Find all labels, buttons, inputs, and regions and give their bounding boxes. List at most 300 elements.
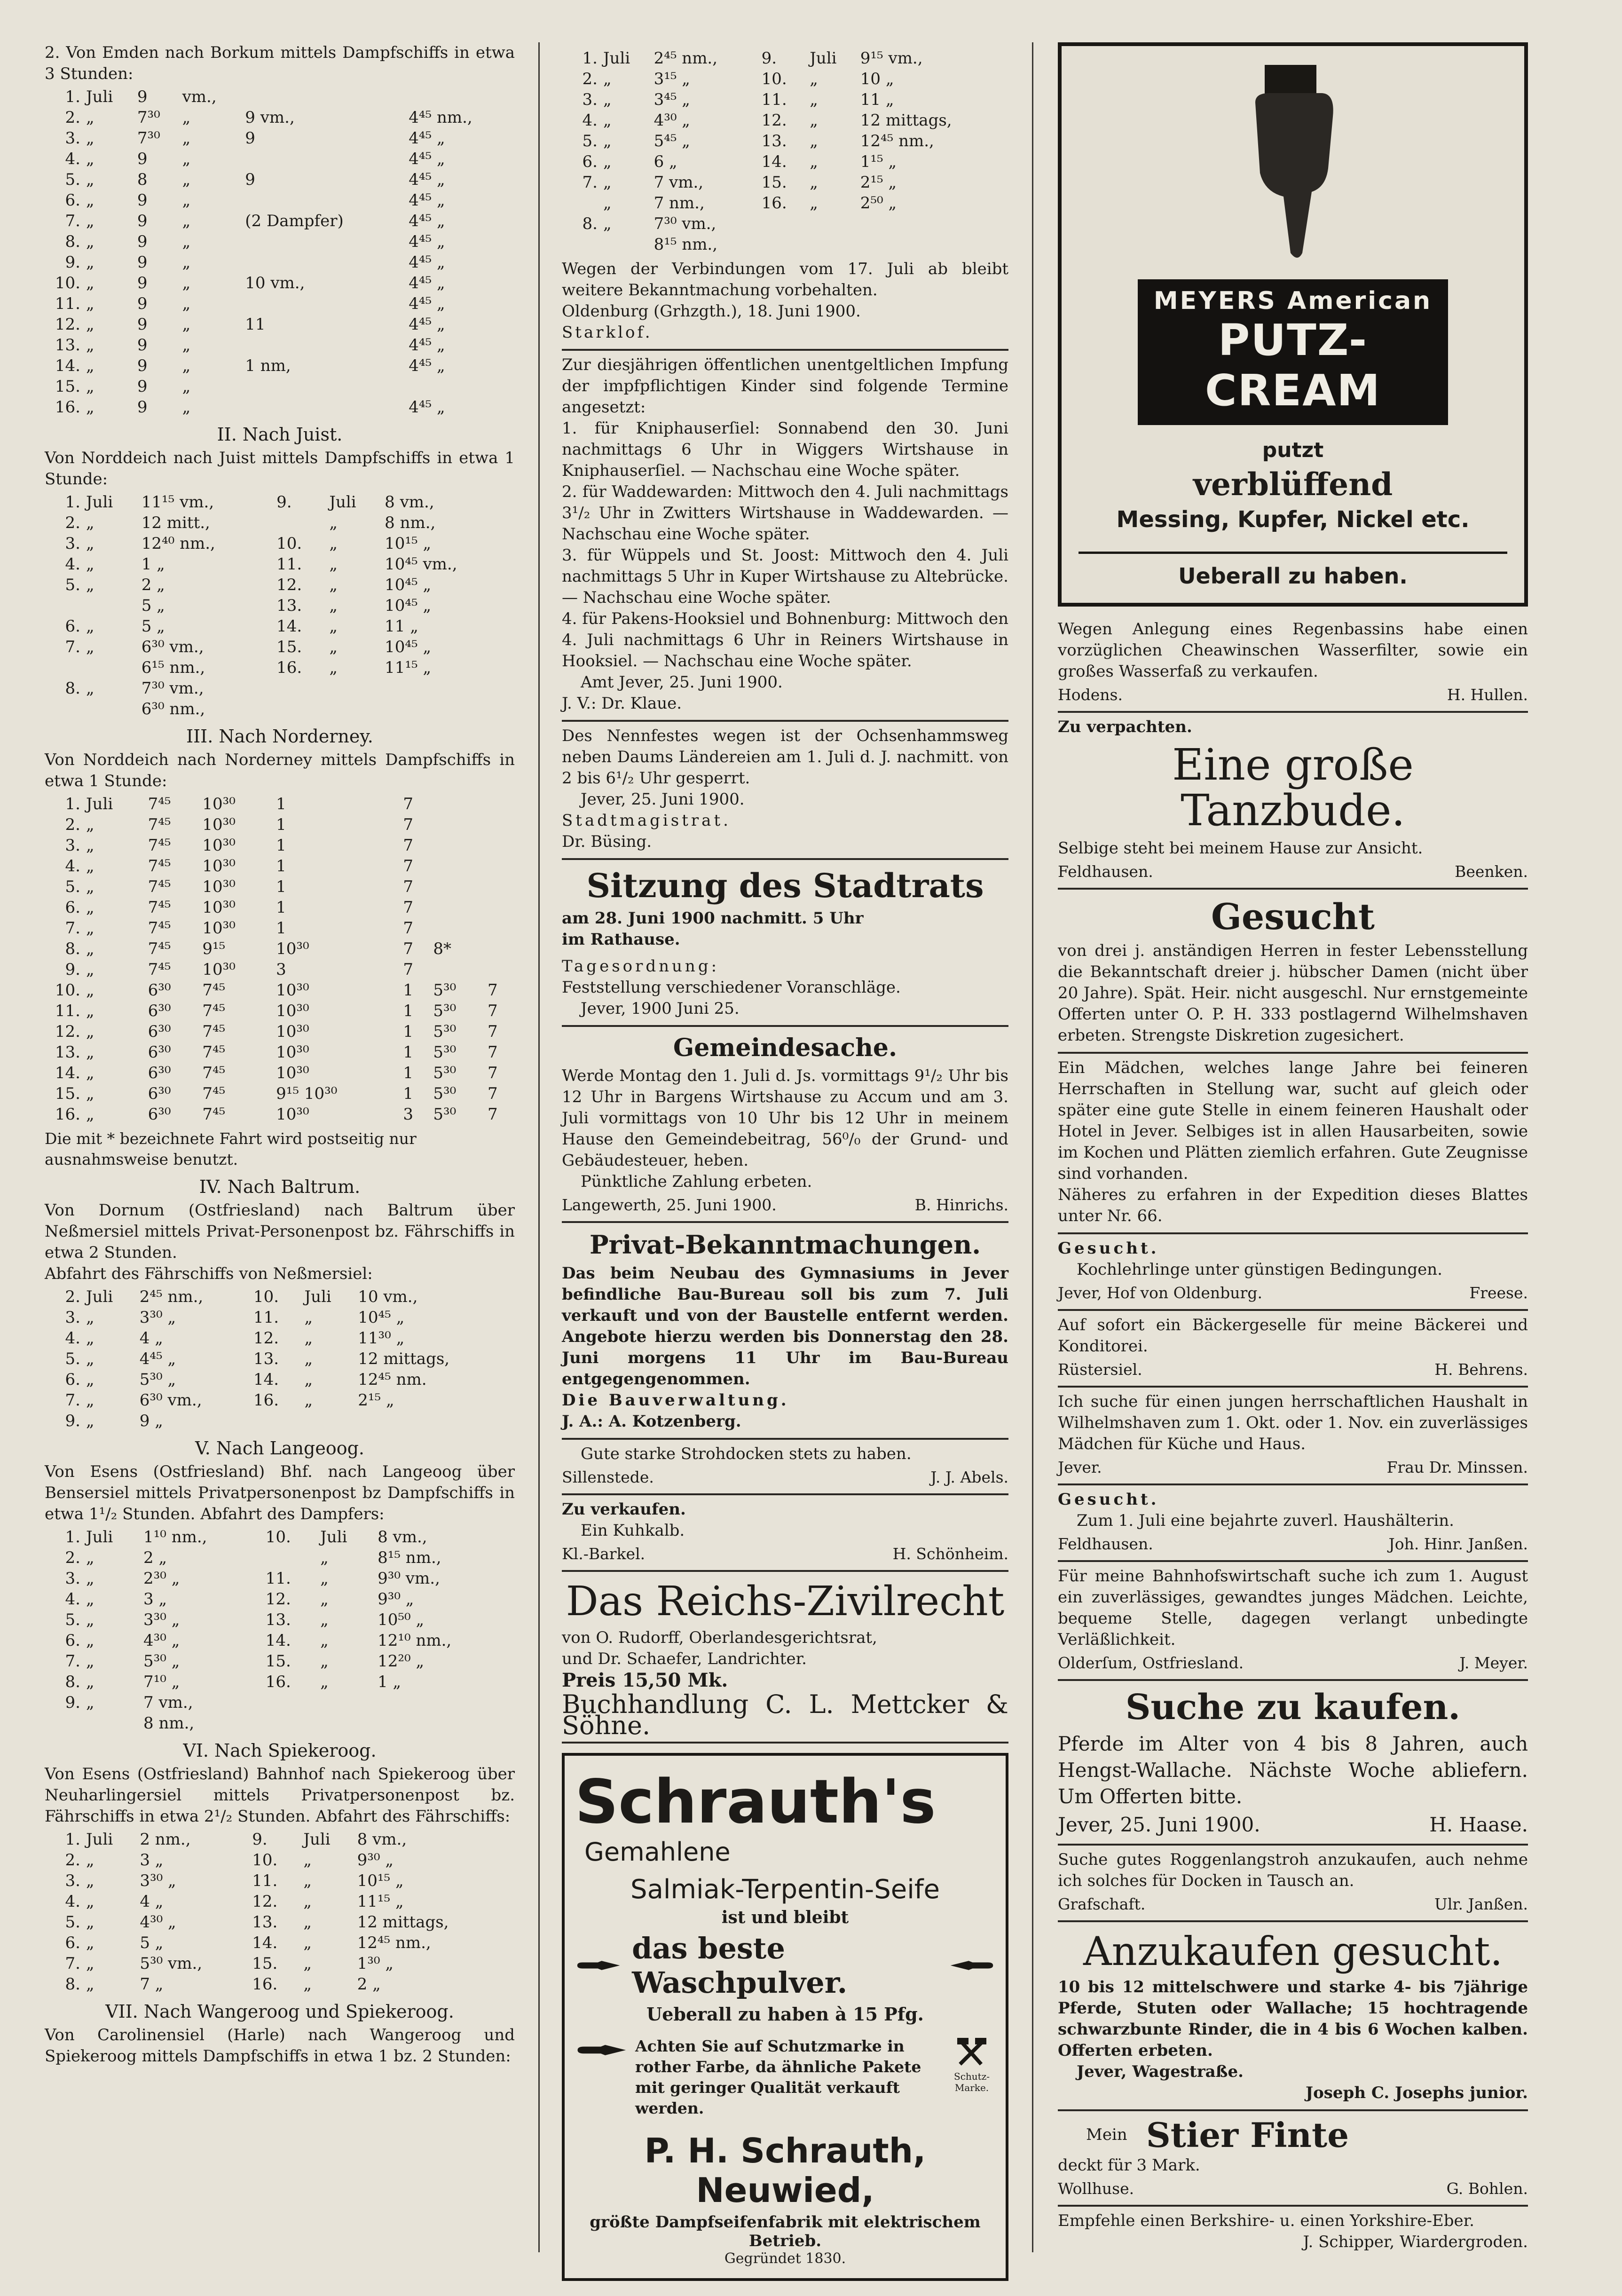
timetable-cell: 1 (276, 857, 286, 876)
ad-text: Zum 1. Juli eine bejahrte zuverl. Haushälterin. (1077, 1511, 1454, 1530)
timetable-cell: 3³⁰ „ (139, 1308, 176, 1327)
timetable-row (45, 959, 515, 980)
timetable-cell: 1¹⁰ nm., (143, 1528, 207, 1546)
timetable-row (562, 48, 1008, 69)
timetable-cell: Juli (320, 1528, 347, 1546)
column-rule (1032, 42, 1033, 2252)
timetable-row (45, 835, 515, 856)
timetable-cell: 15. (55, 377, 80, 396)
timetable-row (45, 107, 515, 128)
timetable-cell: „ (303, 1851, 312, 1870)
timetable-cell (485, 959, 515, 980)
timetable-cell (83, 595, 139, 616)
timetable-cell: „ (182, 336, 191, 355)
timetable-cell: 5³⁰ (433, 1022, 457, 1041)
timetable-cell: 2¹⁵ „ (358, 1391, 394, 1410)
notice-item: 3. für Wüppels und St. Joost: Mittwoch den 4. Juli nachmittags 5 Uhr in Kuper Wirtshause zu Altebrücke. — Nachschau eine Woche später. (562, 546, 1008, 607)
timetable-cell: 4⁴⁵ „ (409, 274, 445, 292)
ad-signature: J. Schipper, Wiardergroden. (1303, 2232, 1528, 2251)
timetable-cell: 4. (65, 555, 80, 574)
timetable-cell: „ (86, 1022, 94, 1041)
timetable-row (45, 273, 515, 293)
section-title: III. Nach Norderney. (186, 726, 373, 747)
trademark-label: Schutz-Marke. (954, 2071, 990, 2094)
timetable-cell: 11. (265, 1569, 291, 1588)
timetable-cell: 7⁴⁵ (148, 857, 171, 876)
timetable-cell (485, 835, 515, 856)
column-3 (1058, 42, 1528, 2253)
timetable-cell: 6³⁰ vm., (141, 638, 204, 656)
timetable-cell (382, 699, 515, 719)
timetable-cell: 2³⁰ „ (143, 1569, 180, 1588)
timetable-cell (317, 1692, 375, 1713)
timetable-cell: „ (810, 173, 818, 192)
timetable-cell: 5. (65, 576, 80, 594)
timetable-cell: 7⁴⁵ (202, 1002, 226, 1020)
timetable-cell: 7 (403, 857, 414, 876)
timetable-cell: Juli (86, 87, 113, 106)
timetable-cell: 7³⁰ vm., (654, 214, 717, 233)
timetable-cell: 3. (65, 1308, 80, 1327)
timetable-cell: 4. (65, 1329, 80, 1348)
notice-place: Jever, 1900 Juni 25. (581, 999, 740, 1018)
timetable-cell: „ (304, 1349, 313, 1368)
timetable-cell (406, 376, 515, 397)
ad-signature: Joseph C. Josephs junior. (1306, 2083, 1528, 2102)
signature-line (1058, 2178, 1528, 2199)
timetable-cell: „ (303, 1871, 312, 1890)
timetable-cell: „ (86, 1954, 94, 1973)
ad-place: Sillenstede. (562, 1468, 654, 1486)
timetable-cell: 3³⁰ „ (140, 1871, 176, 1890)
timetable-wangeroog (562, 48, 1008, 255)
timetable-cell: 7⁴⁵ (202, 981, 226, 1000)
timetable-cell: 16. (265, 1673, 291, 1691)
timetable-cell (83, 699, 139, 719)
timetable-cell: 10⁴⁵ „ (385, 638, 432, 656)
timetable-cell: 4⁴⁵ „ (139, 1349, 176, 1368)
timetable-cell (263, 1713, 317, 1734)
timetable-cell: 3 (403, 1105, 414, 1124)
timetable-cell (242, 293, 406, 314)
timetable-cell (375, 1713, 515, 1734)
timetable-cell: vm., (182, 87, 217, 106)
timetable-cell: „ (329, 617, 338, 636)
timetable-cell: 2. (65, 815, 80, 834)
timetable-cell (485, 794, 515, 814)
notice-wangeroog (562, 42, 1008, 351)
timetable-cell: „ (329, 658, 338, 677)
ad-subline: im Rathause. (562, 930, 680, 949)
timetable-cell: „ (603, 90, 612, 109)
timetable-cell: 4. (65, 857, 80, 876)
timetable-cell: 8. (65, 232, 80, 251)
timetable-cell: „ (603, 214, 612, 233)
timetable-cell: „ (86, 1064, 94, 1082)
ad-text: Ein Mädchen, welches lange Jahre bei feineren Herrschaften in Stellung war, sucht auf gleich oder später eine gute Stelle in einem feineren Haushalt oder Hotel in Jever. Selbiges ist in allen Hausarbeiten, sowie im Kochen und Plätten ziemlich erfahren. Gute Zeugnisse sind vorhanden. (1058, 1058, 1528, 1183)
timetable-cell: 6. (65, 191, 80, 210)
timetable-cell: 5³⁰ (433, 981, 457, 1000)
notice-org: Die Bauverwaltung. (562, 1390, 789, 1410)
ad-text: Auf sofort ein Bäckergeselle für meine Bäckerei und Konditorei. (1058, 1315, 1528, 1356)
notice-bau-bureau (562, 1223, 1008, 1440)
timetable-cell: 4. (65, 150, 80, 168)
timetable-cell: 14. (265, 1631, 291, 1650)
timetable-row (45, 1527, 515, 1547)
ad-roggenstroh (1058, 1846, 1528, 1922)
timetable-cell: 16. (55, 1105, 80, 1124)
timetable-cell: 1 (276, 898, 286, 917)
timetable-row (45, 492, 515, 513)
timetable-row (45, 1021, 515, 1042)
timetable-cell: 3³⁰ „ (143, 1610, 180, 1629)
ad-reichs-zivilrecht (562, 1572, 1008, 1744)
timetable-cell (274, 513, 326, 533)
ad-place: Wollhuse. (1058, 2179, 1134, 2198)
timetable-row (562, 131, 1008, 151)
timetable-cell: 1 (276, 836, 286, 855)
timetable-cell: 2⁴⁵ nm., (139, 1287, 204, 1306)
ad-pferde-kaufen (1058, 1681, 1528, 1846)
timetable-cell: „ (304, 1329, 313, 1348)
timetable-cell: 7⁴⁵ (148, 815, 171, 834)
timetable-cell: 5³⁰ (433, 1084, 457, 1103)
ad-brand-line: MEYERS American (1153, 287, 1433, 315)
timetable-cell (251, 1411, 302, 1431)
ad-headline: Eine große Tanzbude. (1172, 740, 1414, 836)
timetable-cell: „ (86, 1569, 94, 1588)
timetable-cell: 7⁴⁵ (148, 877, 171, 896)
pointing-hand-icon (575, 2036, 627, 2064)
timetable-cell: 6 „ (654, 152, 677, 171)
timetable-cell: 1 nm, (245, 356, 291, 375)
pointing-hand-icon (1246, 65, 1340, 262)
timetable-cell (242, 87, 406, 107)
section-subtitle: Abfahrt des Fährschiffs von Neßmersiel: (45, 1264, 373, 1283)
timetable-cell: 12²⁰ „ (378, 1652, 425, 1671)
timetable-cell: „ (86, 1871, 94, 1890)
timetable-cell: 8¹⁵ nm., (654, 235, 718, 254)
notice-place: Langewerth, 25. Juni 1900. (562, 1196, 777, 1215)
timetable-cell: 8 (137, 170, 148, 189)
timetable-cell: 12¹⁰ nm., (378, 1631, 452, 1650)
ad-text: deckt für 3 Mark. (1058, 2155, 1200, 2175)
timetable-row (45, 1328, 515, 1349)
timetable-cell: 7 (488, 1002, 498, 1020)
timetable-cell: 10¹⁵ „ (357, 1871, 404, 1890)
timetable-cell: 7³⁰ (137, 108, 160, 127)
timetable-cell: 7 vm., (143, 1693, 193, 1712)
timetable-cell: 3. (65, 534, 80, 553)
timetable-row (45, 1933, 515, 1953)
timetable-cell: 7⁴⁵ (202, 1022, 226, 1041)
timetable-cell: Juli (304, 1287, 331, 1306)
timetable-row (45, 1042, 515, 1063)
ad-text: größte Dampfseifenfabrik mit elektrischem Betrieb. (590, 2213, 981, 2251)
timetable-cell: 9. (761, 49, 777, 68)
timetable-cell: Juli (86, 1287, 113, 1306)
timetable-cell: 7. (65, 1652, 80, 1671)
timetable-cell: 12 mittags, (357, 1913, 449, 1932)
timetable-cell: „ (86, 1349, 94, 1368)
timetable-cell: 7 (488, 1105, 498, 1124)
timetable-cell: „ (86, 294, 94, 313)
timetable-cell: 7 (403, 836, 414, 855)
ad-subline: Gemahlene (584, 1837, 731, 1867)
timetable-cell: „ (320, 1590, 329, 1609)
timetable-row (45, 397, 515, 418)
timetable-cell: „ (86, 1933, 94, 1952)
timetable-cell: „ (182, 377, 191, 396)
section-intro: 2. Von Emden nach Borkum mittels Dampfschiffs in etwa 3 Stunden: (45, 43, 515, 83)
timetable-cell (375, 1692, 515, 1713)
timetable-row (45, 1692, 515, 1713)
timetable-cell (83, 657, 139, 678)
timetable-cell: 5³⁰ (433, 1043, 457, 1062)
timetable-cell: „ (86, 1673, 94, 1691)
timetable-cell: 4⁴⁵ „ (409, 170, 445, 189)
timetable-row (562, 151, 1008, 172)
timetable-cell: „ (603, 173, 612, 192)
timetable-cell: 9³⁰ vm., (378, 1569, 440, 1588)
timetable-cell: 16. (276, 658, 302, 677)
timetable-row (45, 939, 515, 959)
timetable-row (45, 1672, 515, 1692)
ad-signature: H. Schönheim. (892, 1544, 1008, 1563)
timetable-cell: „ (86, 170, 94, 189)
timetable-cell: 2. (65, 513, 80, 532)
timetable-cell: 7⁴⁵ (148, 919, 171, 938)
section-title: VI. Nach Spiekeroog. (183, 1740, 377, 1761)
timetable-row (45, 876, 515, 897)
ad-place: Feldhausen. (1058, 1534, 1153, 1553)
timetable-cell (807, 213, 858, 234)
timetable-cell: „ (86, 232, 94, 251)
signature-line (562, 1467, 1008, 1488)
timetable-cell: 11. (761, 90, 787, 109)
timetable-cell: „ (182, 274, 191, 292)
timetable-cell: 10. (761, 70, 787, 88)
timetable-cell: 9 (137, 274, 148, 292)
notice-text: Zur diesjährigen öffentlichen unentgeltlichen Impfung der impfpflichtigen Kinder sind folgende Termine angesetzt: (562, 355, 1008, 417)
timetable-row (45, 554, 515, 575)
timetable-cell: 1 (276, 919, 286, 938)
timetable-cell (430, 794, 485, 814)
timetable-cell: 6³⁰ nm., (141, 700, 205, 718)
timetable-cell: „ (86, 1043, 94, 1062)
timetable-cell: 2 „ (141, 576, 165, 594)
timetable-cell: „ (86, 1308, 94, 1327)
ad-product: Salmiak-Terpentin-Seife (630, 1874, 940, 1905)
timetable-cell: 1 „ (378, 1673, 402, 1691)
ad-place: Grafschaft. (1058, 1894, 1146, 1913)
timetable-cell: 9 (137, 212, 148, 230)
timetable-cell: 8* (433, 939, 451, 958)
timetable-cell: 6³⁰ vm., (139, 1391, 202, 1410)
timetable-cell: „ (329, 513, 338, 532)
timetable-cell: 8. (65, 1673, 80, 1691)
ad-headline: Anzukaufen gesucht. (1083, 1928, 1503, 1974)
timetable-cell: 7 „ (140, 1975, 164, 1994)
ad-headline: Gesucht. (1058, 1490, 1159, 1509)
notice-stadtrat (562, 860, 1008, 1027)
timetable-cell: 4⁴⁵ „ (409, 253, 445, 272)
timetable-cell: 12 mitt., (141, 513, 210, 532)
timetable-cell: 10. (276, 534, 302, 553)
timetable-cell: 8. (65, 679, 80, 698)
timetable-cell: 3. (65, 129, 80, 148)
notice-gemeindesache (562, 1027, 1008, 1223)
timetable-cell: 5³⁰ „ (143, 1652, 180, 1671)
ad-kochlehrlinge (1058, 1234, 1528, 1311)
timetable-cell: 10³⁰ (202, 898, 236, 917)
ad-text: Suche gutes Roggenlangstroh anzukaufen, auch nehme ich solches für Docken in Tausch an. (1058, 1850, 1528, 1890)
timetable-cell: 7. (65, 212, 80, 230)
ad-place: Jever, Wagestraße. (1077, 2062, 1244, 2081)
timetable-cell: 10³⁰ (202, 815, 236, 834)
timetable-row (45, 575, 515, 595)
timetable-cell: 1. (65, 493, 80, 512)
timetable-cell: „ (329, 555, 338, 574)
timetable-cell: Juli (603, 49, 630, 68)
timetable-cell: 1 (403, 1002, 414, 1020)
timetable-cell: 9 (137, 150, 148, 168)
timetable-norderney (45, 794, 515, 1125)
timetable-row (45, 616, 515, 637)
timetable-cell: „ (86, 981, 94, 1000)
timetable-cell: 4 „ (139, 1329, 163, 1348)
timetable-cell: 9 (137, 232, 148, 251)
notice-place: Oldenburg (Grhzgth.), 18. Juni 1900. (562, 302, 861, 321)
timetable-cell: 10⁵⁰ „ (378, 1610, 425, 1629)
ad-place: Jever. (1058, 1458, 1102, 1476)
timetable-cell: „ (86, 377, 94, 396)
section-intro: Von Esens (Ostfriesland) Bhf. nach Langeoog über Bensersiel mittels Privatpersonenpost bz Dampfschiffs in etwa 1¹/₂ Stunden. Abfahrt des Dampfers: (45, 1462, 515, 1523)
timetable-row (45, 231, 515, 252)
ad-signature: G. Bohlen. (1446, 2179, 1528, 2198)
ad-text: Ein Kuhkalb. (581, 1521, 685, 1540)
timetable-cell: 10. (55, 274, 80, 292)
ad-headline: Privat-Bekanntmachungen. (589, 1230, 981, 1260)
timetable-cell: „ (603, 111, 612, 130)
timetable-cell: 7⁴⁵ (148, 836, 171, 855)
timetable-cell (45, 699, 83, 719)
timetable-cell: „ (86, 857, 94, 876)
timetable-row (45, 980, 515, 1001)
timetable-cell: 7 (403, 795, 414, 813)
ad-schrauth (562, 1753, 1008, 2281)
timetable-cell: „ (329, 534, 338, 553)
timetable-cell: 7. (65, 919, 80, 938)
timetable-cell: 11. (55, 1002, 80, 1020)
timetable-cell: 9. (65, 1693, 80, 1712)
timetable-cell: 12⁴⁵ nm. (358, 1370, 427, 1389)
timetable-cell: „ (86, 939, 94, 958)
timetable-cell: 5³⁰ vm., (140, 1954, 203, 1973)
ad-text: ist und bleibt (721, 1908, 849, 1928)
timetable-cell: 14. (55, 356, 80, 375)
timetable-row (45, 1083, 515, 1104)
timetable-cell: 3. (65, 1871, 80, 1890)
timetable-baltrum (45, 1286, 515, 1431)
ad-headline: Suche zu kaufen. (1125, 1687, 1461, 1728)
timetable-row (45, 814, 515, 835)
timetable-cell: 9 (137, 377, 148, 396)
signature-line (1058, 1533, 1528, 1554)
ad-headline: Zu verkaufen. (562, 1499, 686, 1519)
timetable-cell: 1. (65, 795, 80, 813)
timetable-row (45, 897, 515, 918)
timetable-cell (242, 231, 406, 252)
timetable-cell: „ (320, 1569, 329, 1588)
timetable-cell: 4⁴⁵ nm., (409, 108, 472, 127)
timetable-cell: „ (182, 294, 191, 313)
timetable-cell: 4³⁰ „ (140, 1913, 176, 1932)
timetable-cell: „ (603, 194, 612, 213)
timetable-cell: 4⁴⁵ „ (409, 232, 445, 251)
timetable-cell: 6. (65, 617, 80, 636)
ad-brand-box (1138, 279, 1448, 425)
timetable-row (45, 190, 515, 211)
ad-text: putzt (1262, 438, 1324, 462)
timetable-cell: 7³⁰ (137, 129, 160, 148)
timetable-cell: 9 (137, 336, 148, 355)
timetable-cell: „ (86, 1693, 94, 1712)
signature-line (1058, 1457, 1528, 1478)
timetable-cell: 10³⁰ (202, 795, 236, 813)
timetable-cell: „ (182, 315, 191, 334)
timetable-cell: Juli (86, 1830, 113, 1849)
timetable-langeoog (45, 1527, 515, 1734)
timetable-cell: 1 (403, 981, 414, 1000)
ad-signature: J. Meyer. (1459, 1653, 1528, 1672)
timetable-cell: 7 (488, 1022, 498, 1041)
timetable-cell: 9¹⁵ 10³⁰ (276, 1084, 338, 1103)
timetable-cell: 10³⁰ (202, 960, 236, 979)
timetable-cell: 6. (65, 1933, 80, 1952)
ad-shop: Buchhandlung C. L. Mettcker & Söhne. (562, 1689, 1008, 1741)
timetable-cell (430, 856, 485, 876)
timetable-cell: „ (810, 90, 818, 109)
timetable-cell: 9 (245, 170, 255, 189)
timetable-row (45, 513, 515, 533)
agenda-label: Tagesordnung: (562, 956, 720, 976)
timetable-row (45, 1568, 515, 1589)
timetable-cell: 4⁴⁵ „ (409, 150, 445, 168)
timetable-cell: 1³⁰ „ (357, 1954, 394, 1973)
timetable-cell (242, 149, 406, 169)
ad-signature: J. J. Abels. (930, 1468, 1008, 1486)
ad-text: Ueberall zu haben à 15 Pfg. (646, 2004, 924, 2025)
timetable-cell: 7. (65, 1391, 80, 1410)
timetable-cell: „ (86, 1002, 94, 1020)
timetable-cell: 11 (245, 315, 266, 334)
timetable-cell: 13. (55, 336, 80, 355)
ad-place: Hodens. (1058, 686, 1123, 704)
ad-signature: H. Haase. (1429, 1813, 1528, 1836)
timetable-cell: 11¹⁵ vm., (141, 493, 214, 512)
timetable-cell: 14. (276, 617, 302, 636)
timetable-cell: 10³⁰ (202, 877, 236, 896)
timetable-cell: „ (86, 815, 94, 834)
timetable-cell: 8 vm., (357, 1830, 407, 1849)
timetable-cell: 2⁴⁵ nm., (654, 49, 718, 68)
timetable-cell: „ (320, 1548, 329, 1567)
timetable-cell: 10. (253, 1287, 279, 1306)
timetable-cell: „ (603, 152, 612, 171)
timetable-cell (242, 376, 406, 397)
notice-text: Werde Montag den 1. Juli d. Js. vormittags 9¹/₂ Uhr bis 12 Uhr in Bargens Wirtshause zu Accum und am 3. Juli vormittags von 10 Uhr bis 12 Uhr in meinem Hause den Gemeindebeitrag, 56⁰/₀ der Grund- und Gebäudesteuer, heben. (562, 1066, 1008, 1170)
